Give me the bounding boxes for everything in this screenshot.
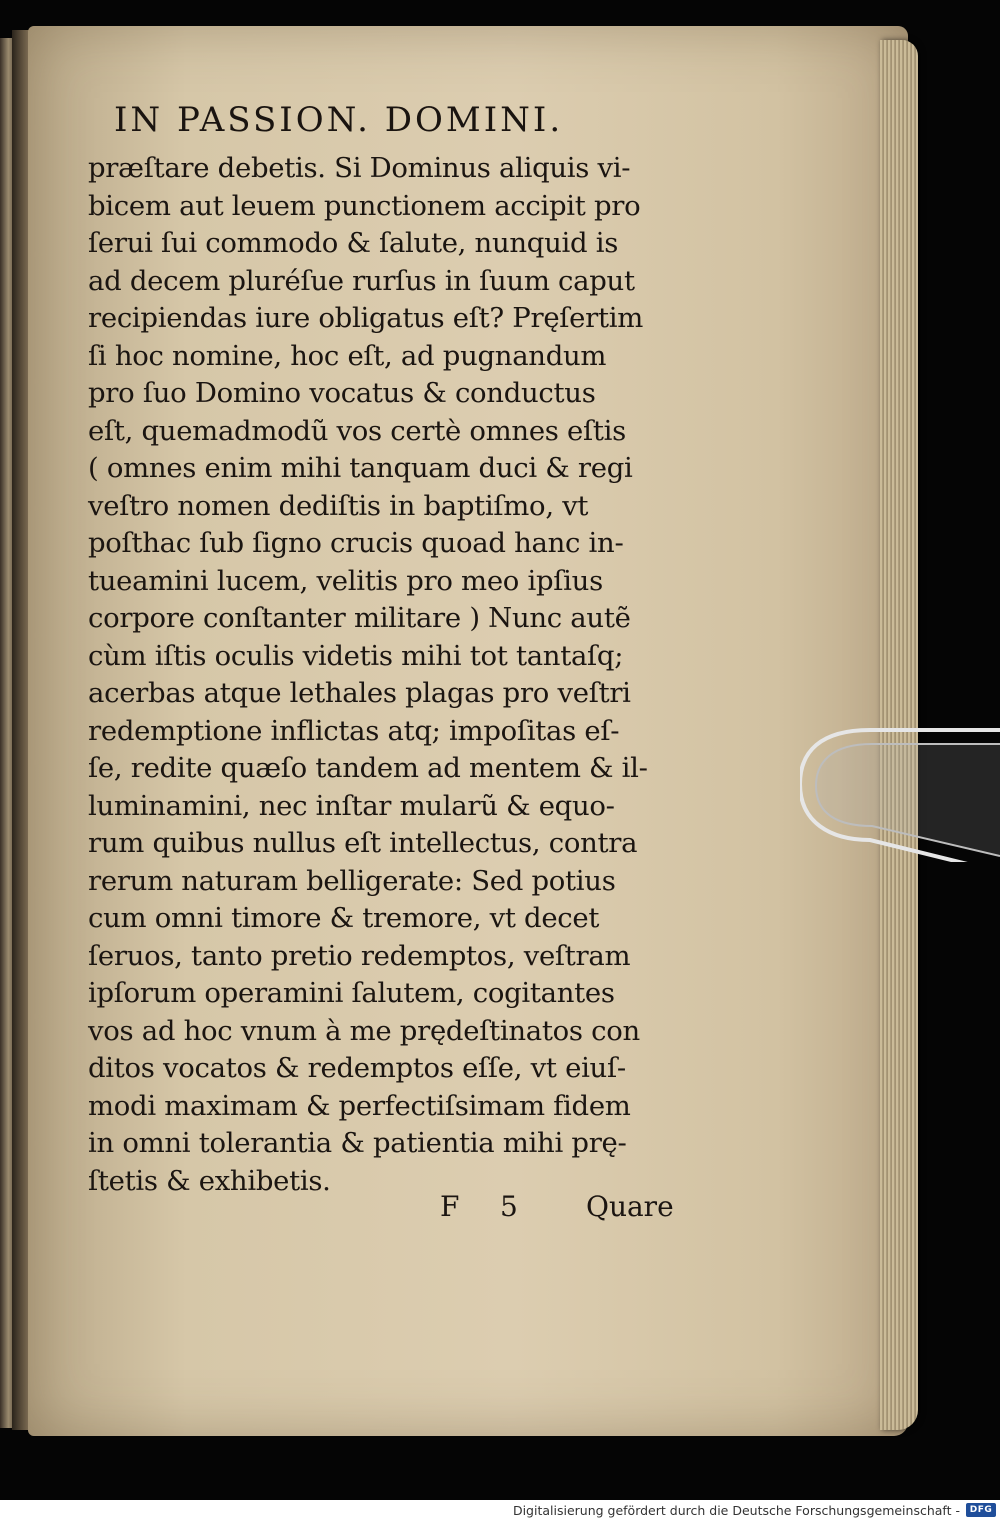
text-line: luminamini, nec inſtar mularũ & equo-	[88, 789, 615, 822]
text-line: cùm iſtis oculis videtis mihi tot tantaſq;	[88, 639, 624, 672]
text-line: ditos vocatos & redemptos eſſe, vt eiuſ-	[88, 1052, 626, 1084]
signature-number: 5	[500, 1190, 518, 1223]
signature-row	[440, 1190, 690, 1230]
text-line: rum quibus nullus eſt intellectus, contra	[88, 827, 638, 859]
running-head: IN PASSION. DOMINI.	[114, 100, 564, 140]
footer-credit: Digitalisierung gefördert durch die Deutsche Forschungsgemeinschaft -	[512, 1503, 960, 1518]
text-line: ſeruos, tanto pretio redemptos, veſtram	[88, 939, 631, 972]
text-line: præſtare debetis. Si Dominus aliquis vi-	[88, 152, 631, 184]
text-line: bicem aut leuem punctionem accipit pro	[88, 189, 641, 222]
text-line: ( omnes enim mihi tanquam duci & regi	[88, 452, 633, 484]
text-line: ipſorum operamini ſalutem, cogitantes	[88, 977, 615, 1009]
text-line: ſi hoc nomine, hoc eſt, ad pugnandum	[88, 339, 607, 372]
text-line: poſthac ſub ſigno crucis quoad hanc in-	[88, 527, 624, 559]
text-line: corpore conſtanter militare ) Nunc autẽ	[88, 602, 631, 634]
text-line: redemptione inflictas atq; impoſitas eſ-	[88, 714, 620, 747]
page-clip-icon	[800, 722, 1000, 862]
text-line: ſerui ſui commodo & ſalute, nunquid is	[88, 227, 619, 259]
text-line: ad decem pluréſue rurſus in ſuum caput	[88, 264, 635, 297]
catchword: Quare	[586, 1190, 674, 1223]
text-line: eſt, quemadmodũ vos certè omnes eſtis	[88, 414, 626, 447]
text-line: ſtetis & exhibetis.	[88, 1164, 331, 1197]
text-line: cum omni timore & tremore, vt decet	[88, 902, 600, 934]
footer-bar	[0, 1500, 1000, 1521]
text-line: tueamini lucem, velitis pro meo ipſius	[88, 564, 603, 597]
dfg-logo-icon: DFG	[966, 1503, 996, 1517]
text-line: vos ad hoc vnum à me prędeſtinatos con	[88, 1014, 640, 1047]
text-line: pro ſuo Domino vocatus & conductus	[88, 377, 596, 409]
text-line: acerbas atque lethales plagas pro veſtri	[88, 677, 631, 709]
text-line: ſe, redite quæſo tandem ad mentem & il-	[88, 752, 648, 784]
text-line: recipiendas iure obligatus eſt? Pręſertim	[88, 302, 644, 334]
page-text	[88, 150, 688, 1200]
text-line: modi maximam & perfectiſsimam fidem	[88, 1089, 631, 1122]
text-line: veſtro nomen dediſtis in baptiſmo, vt	[88, 489, 589, 522]
text-line: rerum naturam belligerate: Sed potius	[88, 864, 616, 897]
text-line: in omni tolerantia & patientia mihi prę-	[88, 1127, 627, 1159]
signature-mark: F	[440, 1190, 460, 1223]
